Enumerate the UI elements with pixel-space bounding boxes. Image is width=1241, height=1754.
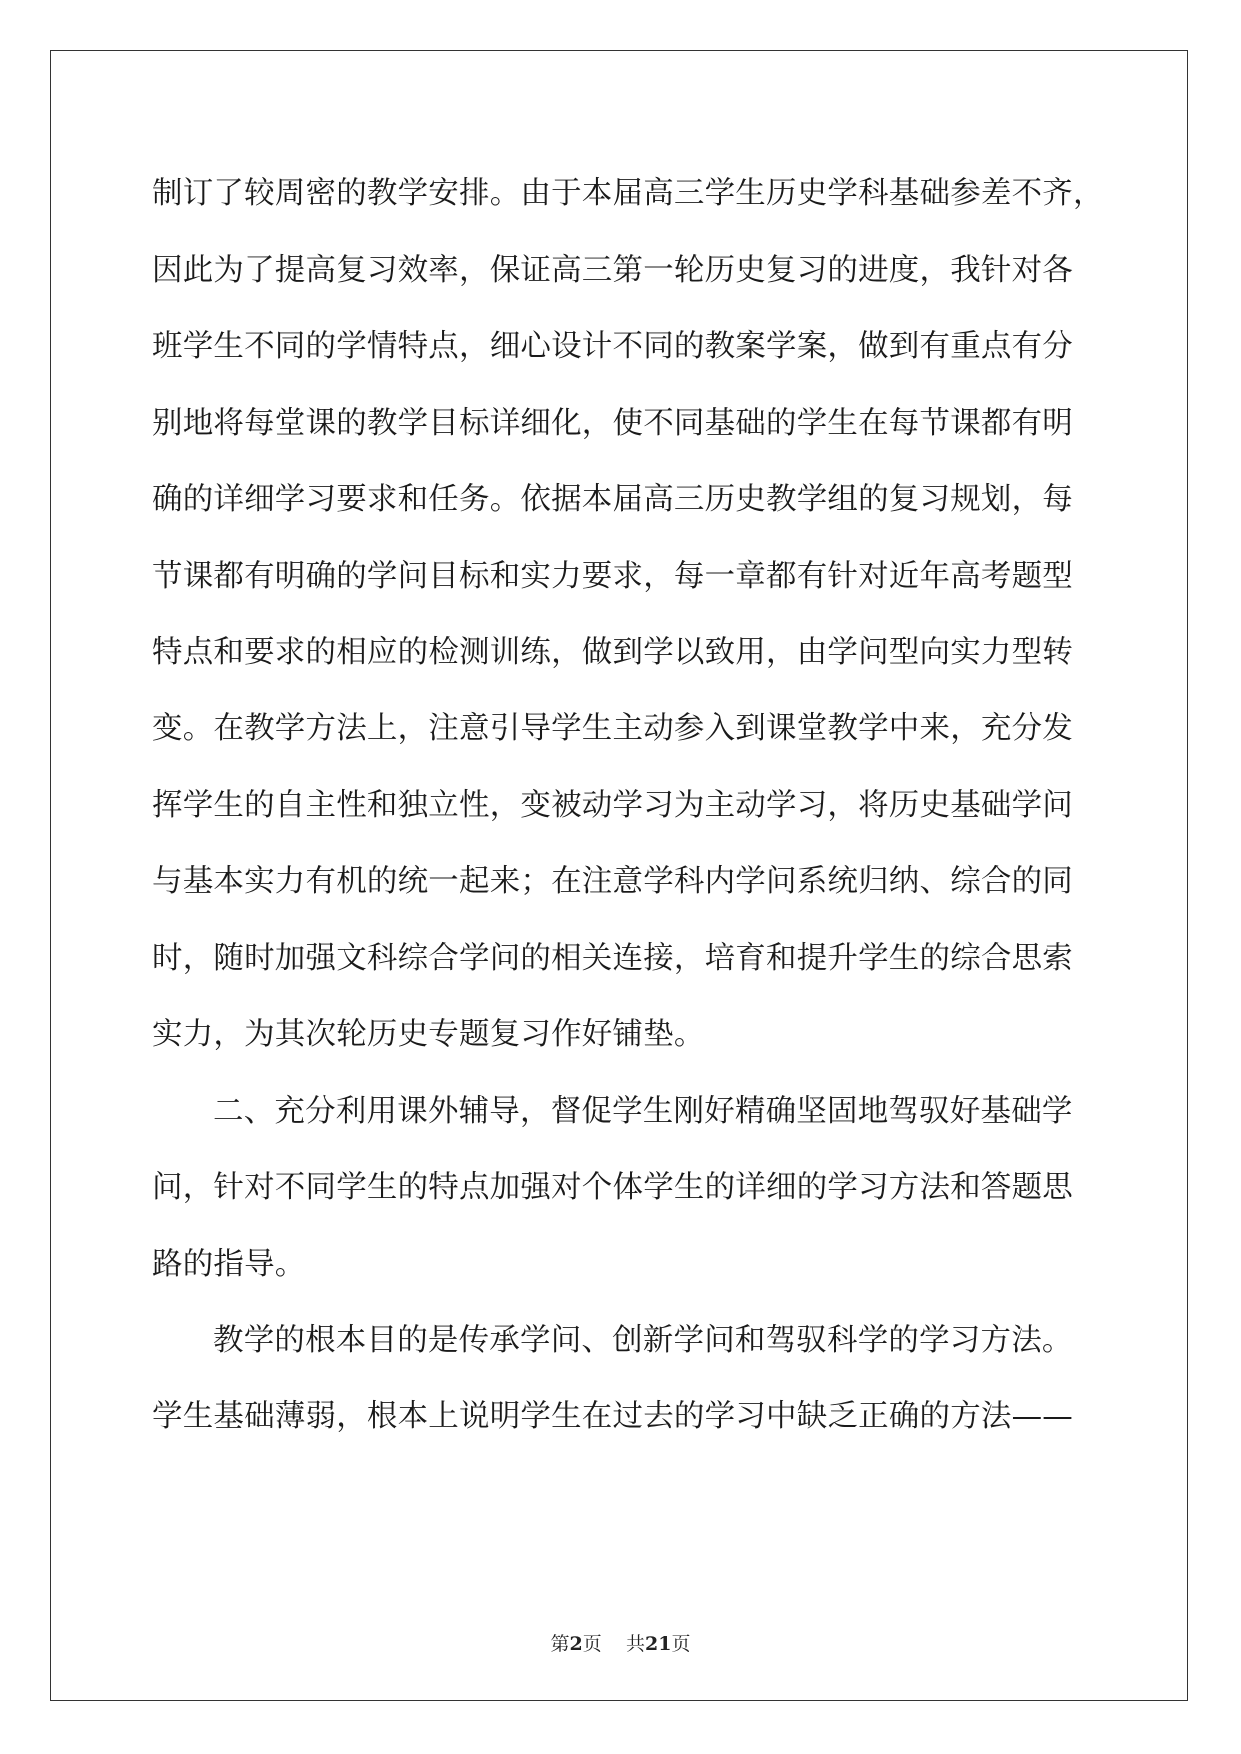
paragraph-line: 实力，为其次轮历史专题复习作好铺垫。 (152, 1017, 705, 1052)
paragraph-line: 节课都有明确的学问目标和实力要求，每一章都有针对近年高考题型 (152, 559, 1073, 594)
paragraph-line: 班学生不同的学情特点，细心设计不同的教案学案，做到有重点有分 (152, 329, 1073, 364)
total-pages: 21 (644, 1633, 672, 1655)
paragraph-line: 路的指导。 (152, 1247, 306, 1282)
page-prefix: 第 (550, 1633, 570, 1655)
paragraph-line: 时，随时加强文科综合学问的相关连接，培育和提升学生的综合思索 (152, 941, 1073, 976)
page-footer (0, 1632, 1241, 1656)
paragraph-line: 特点和要求的相应的检测训练，做到学以致用，由学问型向实力型转 (152, 635, 1073, 670)
paragraph-line: 因此为了提高复习效率，保证高三第一轮历史复习的进度，我针对各 (152, 253, 1073, 288)
paragraph-line: 教学的根本目的是传承学问、创新学问和驾驭科学的学习方法。 (213, 1323, 1073, 1358)
page-suffix: 页 (582, 1633, 602, 1655)
page-number: 2 (569, 1633, 583, 1655)
paragraph-line: 确的详细学习要求和任务。依据本届高三历史教学组的复习规划，每 (152, 482, 1073, 517)
paragraph-line: 问，针对不同学生的特点加强对个体学生的详细的学习方法和答题思 (152, 1170, 1073, 1205)
paragraph-line: 与基本实力有机的统一起来；在注意学科内学问系统归纳、综合的同 (152, 864, 1073, 899)
paragraph-line: 制订了较周密的教学安排。由于本届高三学生历史学科基础参差不齐， (152, 176, 1104, 211)
paragraph-line: 学生基础薄弱，根本上说明学生在过去的学习中缺乏正确的方法—— (152, 1399, 1073, 1434)
total-suffix: 页 (671, 1633, 691, 1655)
paragraph-line: 二、充分利用课外辅导，督促学生刚好精确坚固地驾驭好基础学 (213, 1094, 1073, 1129)
total-prefix: 共 (625, 1633, 645, 1655)
paragraph-line: 变。在教学方法上，注意引导学生主动参入到课堂教学中来，充分发 (152, 711, 1073, 746)
paragraph-line: 挥学生的自主性和独立性，变被动学习为主动学习，将历史基础学问 (152, 788, 1073, 823)
paragraph-line: 别地将每堂课的教学目标详细化，使不同基础的学生在每节课都有明 (152, 406, 1073, 441)
